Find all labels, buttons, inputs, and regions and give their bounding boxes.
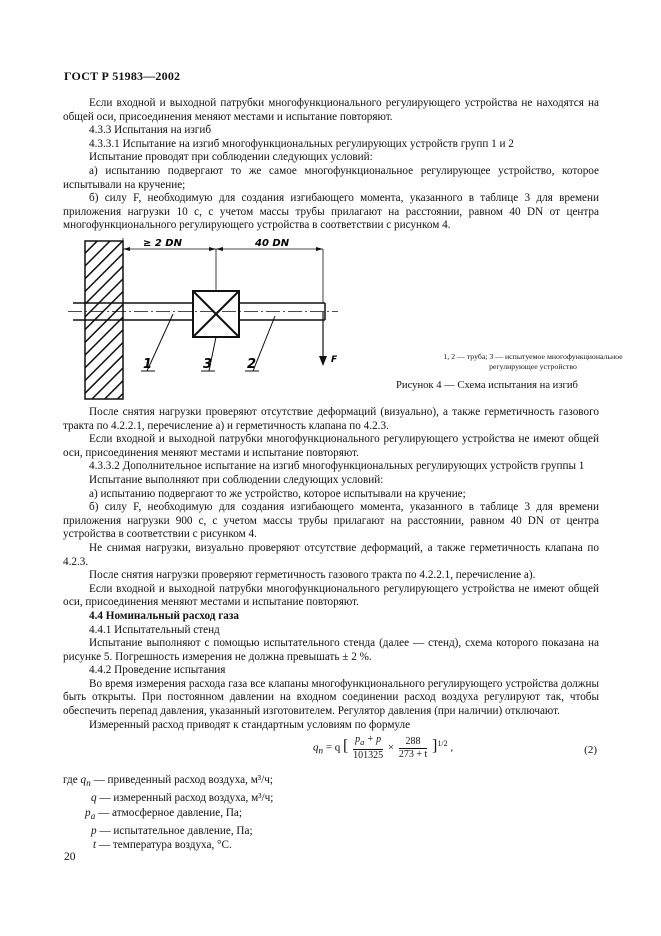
subsection-heading: 4.3.3.2 Дополнительное испытание на изгиб многофункциональных регулирующих устройств группы 1	[89, 460, 585, 473]
figure-legend	[403, 352, 661, 372]
definition-item: p — испытательное давление, Па;	[91, 825, 253, 838]
definition-item: $p_a$ — атмосферное давление, Па;	[85, 806, 242, 822]
formula-number: (2)	[584, 744, 597, 756]
definition-item: q — измеренный расход воздуха, м³/ч;	[91, 792, 274, 805]
callout-2: 2	[247, 357, 257, 372]
paragraph: Если входной и выходной патрубки многофункционального регулирующего устройства не находятся на общей оси, присоединения меняют местами и испытание повторяют.	[63, 97, 599, 123]
text-block-middle	[63, 406, 599, 732]
list-item-b: б) силу F, необходимую для создания изгибающего момента, указанного в таблице 3 для времени приложения нагрузки 10 с, с учетом массы трубы прилагают на расстоянии, равном 40 DN от центра многофункционального регулирующего устройства в соответствии с рисунком 4.	[63, 192, 599, 232]
fraction-temperature: $\frac{288}{273 + t}$	[398, 735, 428, 760]
paragraph: После снятия нагрузки проверяют герметичность газового тракта по 4.2.2.1, перечисление а).	[89, 569, 536, 582]
page-number: 20	[64, 851, 76, 863]
text-block-top	[63, 97, 599, 233]
legend-line: регулирующее устройство	[489, 362, 577, 371]
section-heading: 4.3.3 Испытания на изгиб	[89, 124, 212, 137]
dim-label-left: ≥ 2 DN	[143, 238, 182, 249]
formula-lhs-sub: n	[318, 745, 324, 756]
paragraph: Если входной и выходной патрубки многофункционального регулирующего устройства не имеют общей оси, присоединения меняют местами и испытание повторяют.	[63, 433, 599, 459]
list-item-a: а) испытанию подвергают то же устройство, которое испытывали на кручение;	[89, 487, 466, 500]
list-item-b: б) силу F, необходимую для создания изгибающего момента, указанного в таблице 3 для времени приложения нагрузки 900 с, с учетом массы трубы прилагают на расстоянии, равном 40 DN от центра устройства в соответствии с рисунком 4.	[63, 501, 599, 541]
subsection-heading: 4.4.1 Испытательный стенд	[89, 623, 220, 636]
formula-eq: = q	[325, 741, 341, 754]
definitions-list	[63, 773, 599, 852]
definition-item: t — температура воздуха, °С.	[93, 839, 232, 852]
figure-caption: Рисунок 4 — Схема испытания на изгиб	[396, 380, 578, 391]
figure-4	[63, 236, 623, 404]
list-item-a: а) испытанию подвергают то же самое многофункциональное регулирующее устройство, которое испытывали на кручение;	[63, 164, 599, 191]
force-label: F	[331, 355, 338, 365]
subsection-heading: 4.3.3.1 Испытание на изгиб многофункциональных регулирующих устройств групп 1 и 2	[89, 137, 514, 150]
callout-1: 1	[143, 357, 153, 372]
standard-header: ГОСТ Р 51983—2002	[64, 69, 181, 83]
force-arrow	[319, 356, 327, 366]
bending-test-diagram	[63, 236, 599, 404]
paragraph: Во время измерения расхода газа все клапаны многофункционального регулирующего устройства должны быть открыты. При постоянном давлении на входном соединении расход воздуха регулируют так, чтобы обеспечить перепад давления, указанный изготовителем. Регулятор давления (при наличии) отключают.	[63, 677, 599, 718]
formula-lhs: q	[313, 741, 319, 754]
formula-2	[63, 734, 599, 768]
formula-expression: $q_n = q$ [ $\frac{p_a + p}{101325}$ × $\frac{288}{273 + t}$ ]$^{1/2}$ ,	[313, 734, 454, 761]
paragraph: Не снимая нагрузки, визуально проверяют отсутствие деформаций, а также герметичность клапана по 4.2.3.	[63, 541, 599, 568]
paragraph: Испытание выполняют при соблюдении следующих условий:	[89, 473, 384, 486]
paragraph: После снятия нагрузки проверяют отсутствие деформаций (визуально), а также герметичность газового тракта по 4.2.2.1, перечисление а) и герметичность клапана по 4.2.3.	[63, 406, 599, 432]
subsection-heading: 4.4.2 Проведение испытания	[89, 664, 226, 677]
paragraph: Если входной и выходной патрубки многофункционального регулирующего устройства не имеют общей оси, присоединения меняют местами и испытание повторяют.	[63, 582, 599, 609]
paragraph: Измеренный расход приводят к стандартным условиям по формуле	[89, 718, 411, 731]
dim-label-right: 40 DN	[255, 238, 290, 249]
section-heading: 4.4 Номинальный расход газа	[89, 609, 239, 622]
definition-item: где $q_n$ — приведенный расход воздуха, м³/ч;	[63, 774, 273, 790]
legend-line: 1, 2 — труба; 3 — испытуемое многофункциональное	[443, 352, 623, 361]
paragraph: Испытание выполняют с помощью испытательного стенда (далее — стенд), схема которого показана на рисунке 5. Погрешность измерения не должна превышать ± 2 %.	[63, 637, 599, 663]
callout-3: 3	[203, 357, 213, 372]
fraction-pressure: $\frac{p_a + p}{101325}$	[353, 734, 384, 761]
paragraph: Испытание проводят при соблюдении следующих условий:	[89, 151, 373, 164]
